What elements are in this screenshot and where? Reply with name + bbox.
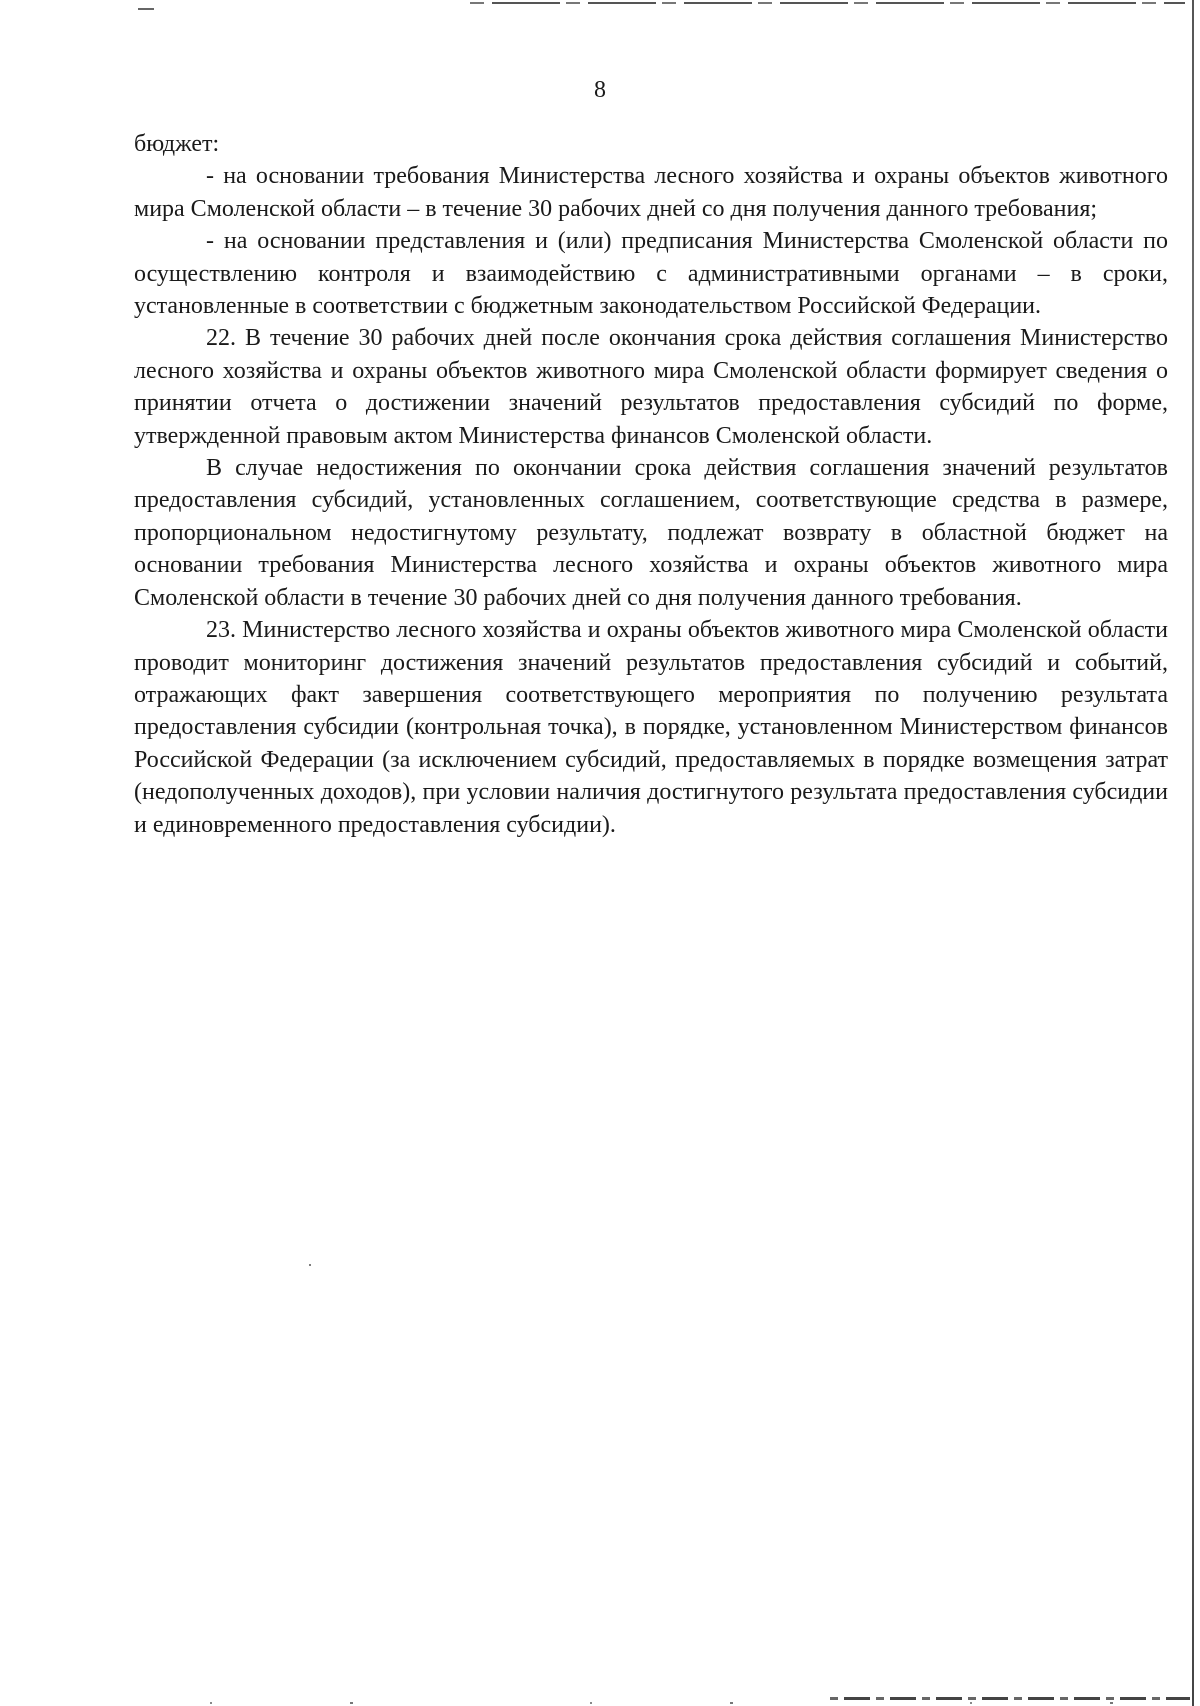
scan-artifact [470,2,1185,4]
document-body [134,128,1168,841]
paragraph: - на основании требования Министерства лесного хозяйства и охраны объектов животного мира Смоленской области – в течение 30 рабочих дней со дня получения данного требования; [134,163,1168,222]
scan-artifact [1192,0,1194,1706]
paragraph: бюджет: [134,131,220,157]
paragraph: 23. Министерство лесного хозяйства и охраны объектов животного мира Смоленской области проводит мониторинг достижения значений результатов предоставления субсидий и событий, отражающих факт завершения соответствующего мероприятия по получению результата предоставления субсидии (контрольная точка), в порядке, установленном Министерством финансов Российской Федерации (за исключением субсидий, предоставляемых в порядке возмещения затрат (недополученных доходов), при условии наличия достигнутого результата предоставления субсидии и единовременного предоставления субсидии). [134,617,1168,838]
paragraph: 22. В течение 30 рабочих дней после окончания срока действия соглашения Министерство лесного хозяйства и охраны объектов животного мира Смоленской области формирует сведения о принятии отчета о достижении значений результатов предоставления субсидий по форме, утвержденной правовым актом Министерства финансов Смоленской области. [134,325,1168,449]
paragraph: - на основании представления и (или) предписания Министерства Смоленской области по осуществлению контроля и взаимодействию с административными органами – в сроки, установленные в соответствии с бюджетным законодательством Российской Федерации. [134,228,1168,320]
scan-artifact [120,1702,1190,1704]
scan-artifact [138,8,154,10]
paragraph: В случае недостижения по окончании срока действия соглашения значений результатов предоставления субсидий, установленных соглашением, соответствующие средства в размере, пропорциональном недостигнутому результату, подлежат возврату в областной бюджет на основании требования Министерства лесного хозяйства и охраны объектов животного мира Смоленской области в течение 30 рабочих дней со дня получения данного требования. [134,455,1168,611]
scan-speck [309,1264,311,1266]
page-number: 8 [594,77,606,103]
scan-artifact [830,1697,1190,1700]
